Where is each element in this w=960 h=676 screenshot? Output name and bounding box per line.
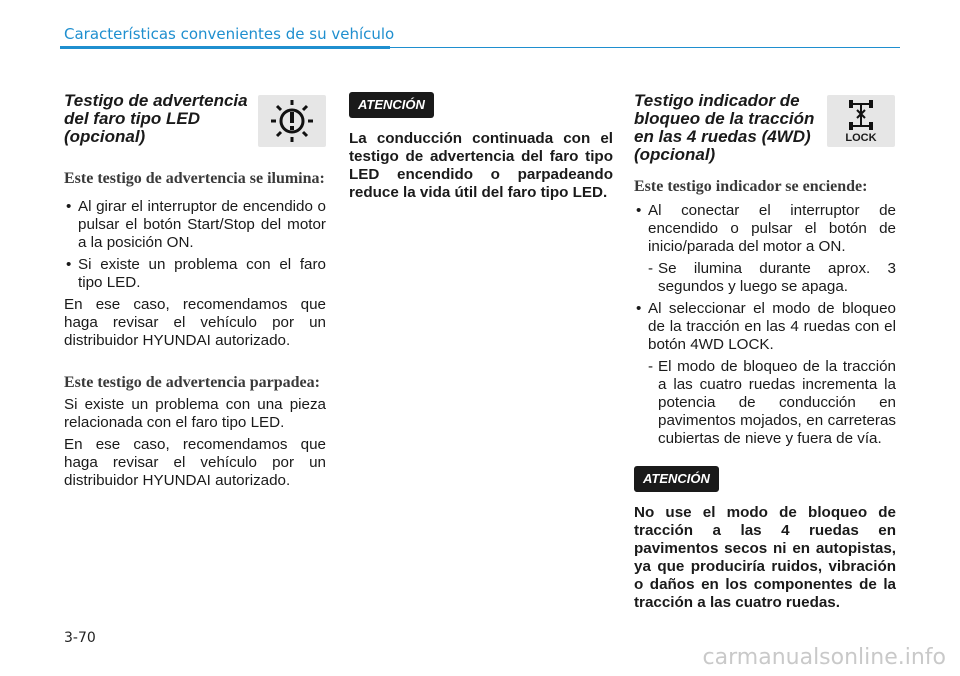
column-attention [349,92,613,202]
led-headlamp-warning-icon [258,95,326,147]
paragraph: En ese caso, recomendamos que haga revisar el vehículo por un distribuidor HYUNDAI autorizado. [64,296,326,349]
paragraph: En ese caso, recomendamos que haga revisar el vehículo por un distribuidor HYUNDAI autorizado. [64,436,326,489]
paragraph: Si existe un problema con una pieza relacionada con el faro tipo LED. [64,396,326,431]
lock-icon-label: LOCK [845,132,877,144]
sub-list-item: - El modo de bloqueo de la tracción a las cuatro ruedas incrementa la potencia de conducción en pavimentos mojados, en carreteras cubiertas de nieve y fuera de vía. [648,358,896,447]
lights-heading: Este testigo indicador se enciende: [634,178,868,195]
attention-badge: ATENCIÓN [634,466,719,492]
attention-badge: ATENCIÓN [349,92,434,118]
column-led-warning [64,92,326,494]
4wd-lock-icon [827,95,895,147]
illuminates-heading: Este testigo de advertencia se ilumina: [64,170,325,187]
led-warning-title: Testigo de advertencia del faro tipo LED (opcional) [64,91,248,146]
blinks-heading: Este testigo de advertencia parpadea: [64,374,320,391]
list-item: • Si existe un problema con el faro tipo LED. [64,256,326,292]
4wd-lock-title: Testigo indicador de bloqueo de la tracción en las 4 ruedas (4WD) (opcional) [634,91,815,164]
header-rule-thin [390,47,900,48]
list-item: • Al seleccionar el modo de bloqueo de la tracción en las 4 ruedas con el botón 4WD LOCK. [634,300,896,354]
header-rule [60,46,390,49]
attention-text: La conducción continuada con el testigo de advertencia del faro tipo LED encendido o parpadeando reduce la vida útil del faro tipo LED. [349,130,613,201]
page-number: 3-70 [64,630,96,646]
sub-list-item: - Se ilumina durante aprox. 3 segundos y luego se apaga. [648,260,896,295]
watermark: carmanualsonline.info [702,645,946,670]
sub-item-text: Se ilumina durante aprox. 3 segundos y luego se apaga. [658,260,896,295]
column-4wd-lock [634,92,896,612]
section-title: Características convenientes de su vehículo [64,25,395,43]
attention-text: No use el modo de bloqueo de tracción a las 4 ruedas en pavimentos secos ni en autopistas, ya que produciría ruidos, vibración o daños en los componentes de la tracción a las cuatro ruedas. [634,504,896,611]
list-item: • Al conectar el interruptor de encendido o pulsar el botón de inicio/parada del motor a ON. [634,202,896,256]
sub-item-text: El modo de bloqueo de la tracción a las cuatro ruedas incrementa la potencia de conducción en pavimentos mojados, en carreteras cubiertas de nieve y fuera de vía. [658,358,896,447]
list-item: • Al girar el interruptor de encendido o pulsar el botón Start/Stop del motor a la posición ON. [64,198,326,252]
